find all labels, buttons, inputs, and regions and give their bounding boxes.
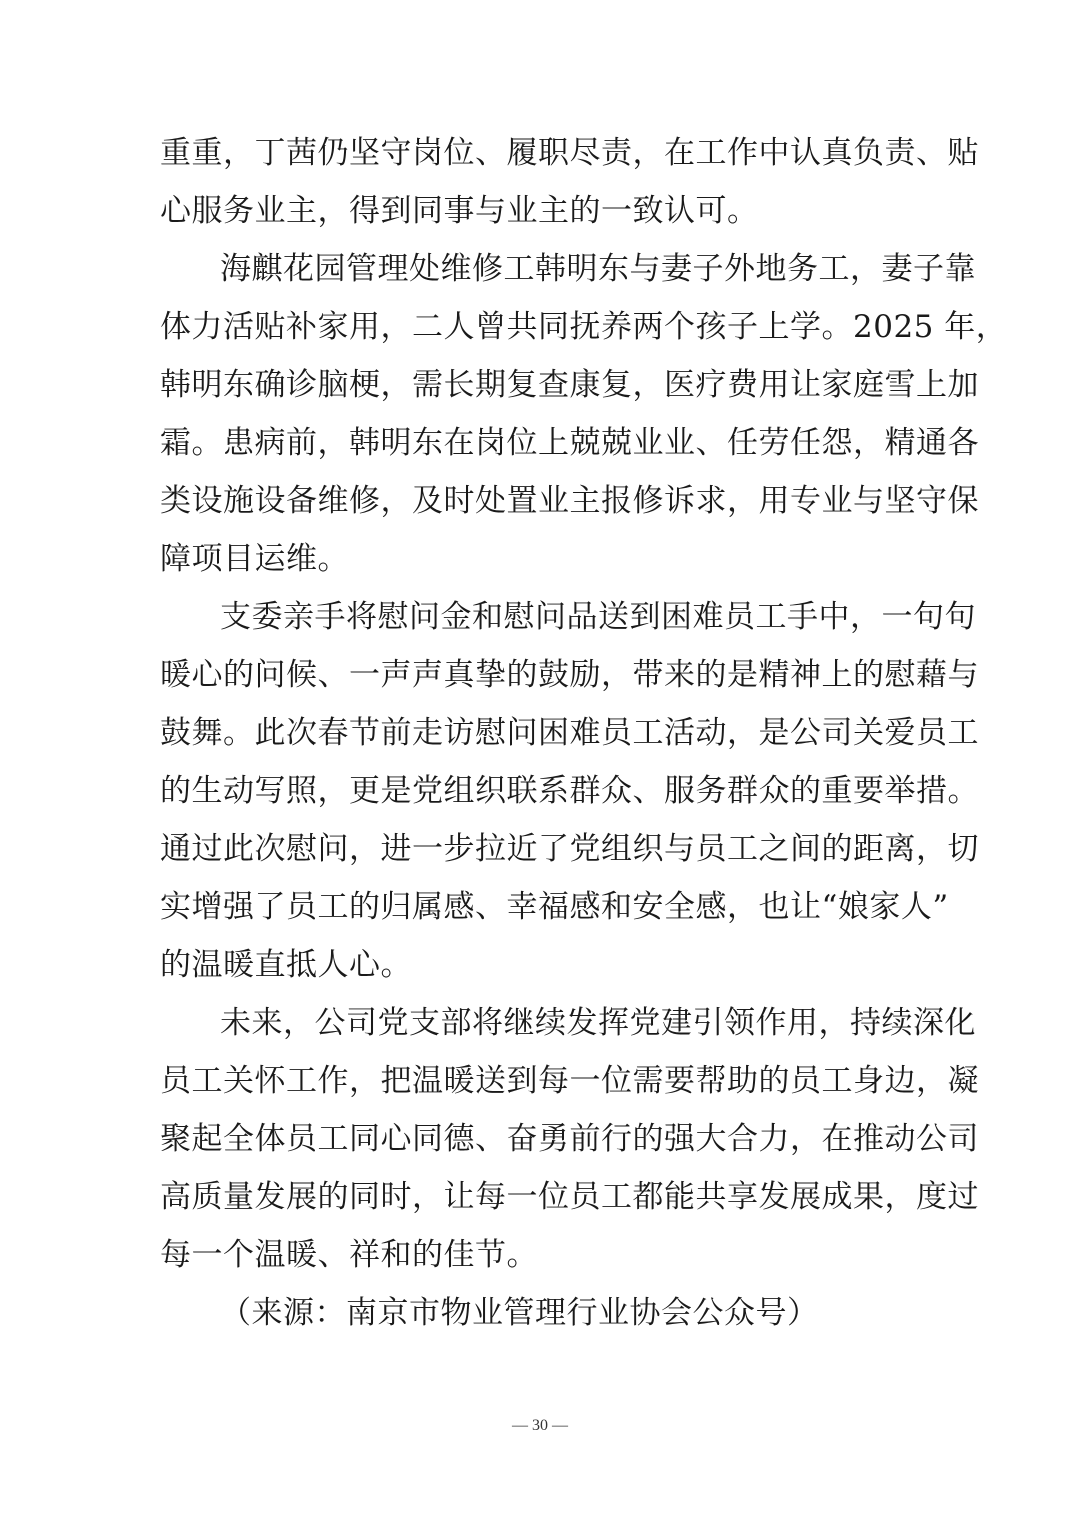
text-line: 海麒花园管理处维修工韩明东与妻子外地务工，妻子靠 xyxy=(220,251,976,287)
text-line: 暖心的问候、一声声真挚的鼓励，带来的是精神上的慰藉与 xyxy=(160,657,979,693)
text-line: 体力活贴补家用，二人曾共同抚养两个孩子上学。2025 年， xyxy=(160,309,1008,345)
text-line: 障项目运维。 xyxy=(160,541,349,577)
text-line: 心服务业主，得到同事与业主的一致认可。 xyxy=(160,193,759,229)
text-line: 员工关怀工作，把温暖送到每一位需要帮助的员工身边，凝 xyxy=(160,1063,979,1099)
text-line: 霜。患病前，韩明东在岗位上兢兢业业、任劳任怨，精通各 xyxy=(160,425,979,461)
text-line: 的生动写照，更是党组织联系群众、服务群众的重要举措。 xyxy=(160,773,979,809)
text-line: 重重，丁茜仍坚守岗位、履职尽责，在工作中认真负责、贴 xyxy=(160,135,979,171)
text-line: 高质量发展的同时，让每一位员工都能共享发展成果，度过 xyxy=(160,1179,979,1215)
text-line: 类设施设备维修，及时处置业主报修诉求，用专业与坚守保 xyxy=(160,483,979,519)
text-line: 的温暖直抵人心。 xyxy=(160,947,412,983)
body-text xyxy=(160,124,1008,1342)
text-line: 未来，公司党支部将继续发挥党建引领作用，持续深化 xyxy=(220,1005,976,1041)
page-number: — 30 — xyxy=(512,1417,568,1434)
text-line: 聚起全体员工同心同德、奋勇前行的强大合力，在推动公司 xyxy=(160,1121,979,1157)
text-line: （来源：南京市物业管理行业协会公众号） xyxy=(220,1295,819,1331)
text-line: 每一个温暖、祥和的佳节。 xyxy=(160,1237,538,1273)
text-line: 实增强了员工的归属感、幸福感和安全感，也让“娘家人” xyxy=(160,889,949,925)
text-line: 韩明东确诊脑梗，需长期复查康复，医疗费用让家庭雪上加 xyxy=(160,367,979,403)
text-line: 支委亲手将慰问金和慰问品送到困难员工手中，一句句 xyxy=(220,599,976,635)
text-line: 鼓舞。此次春节前走访慰问困难员工活动，是公司关爱员工 xyxy=(160,715,979,751)
text-line: 通过此次慰问，进一步拉近了党组织与员工之间的距离，切 xyxy=(160,831,979,867)
